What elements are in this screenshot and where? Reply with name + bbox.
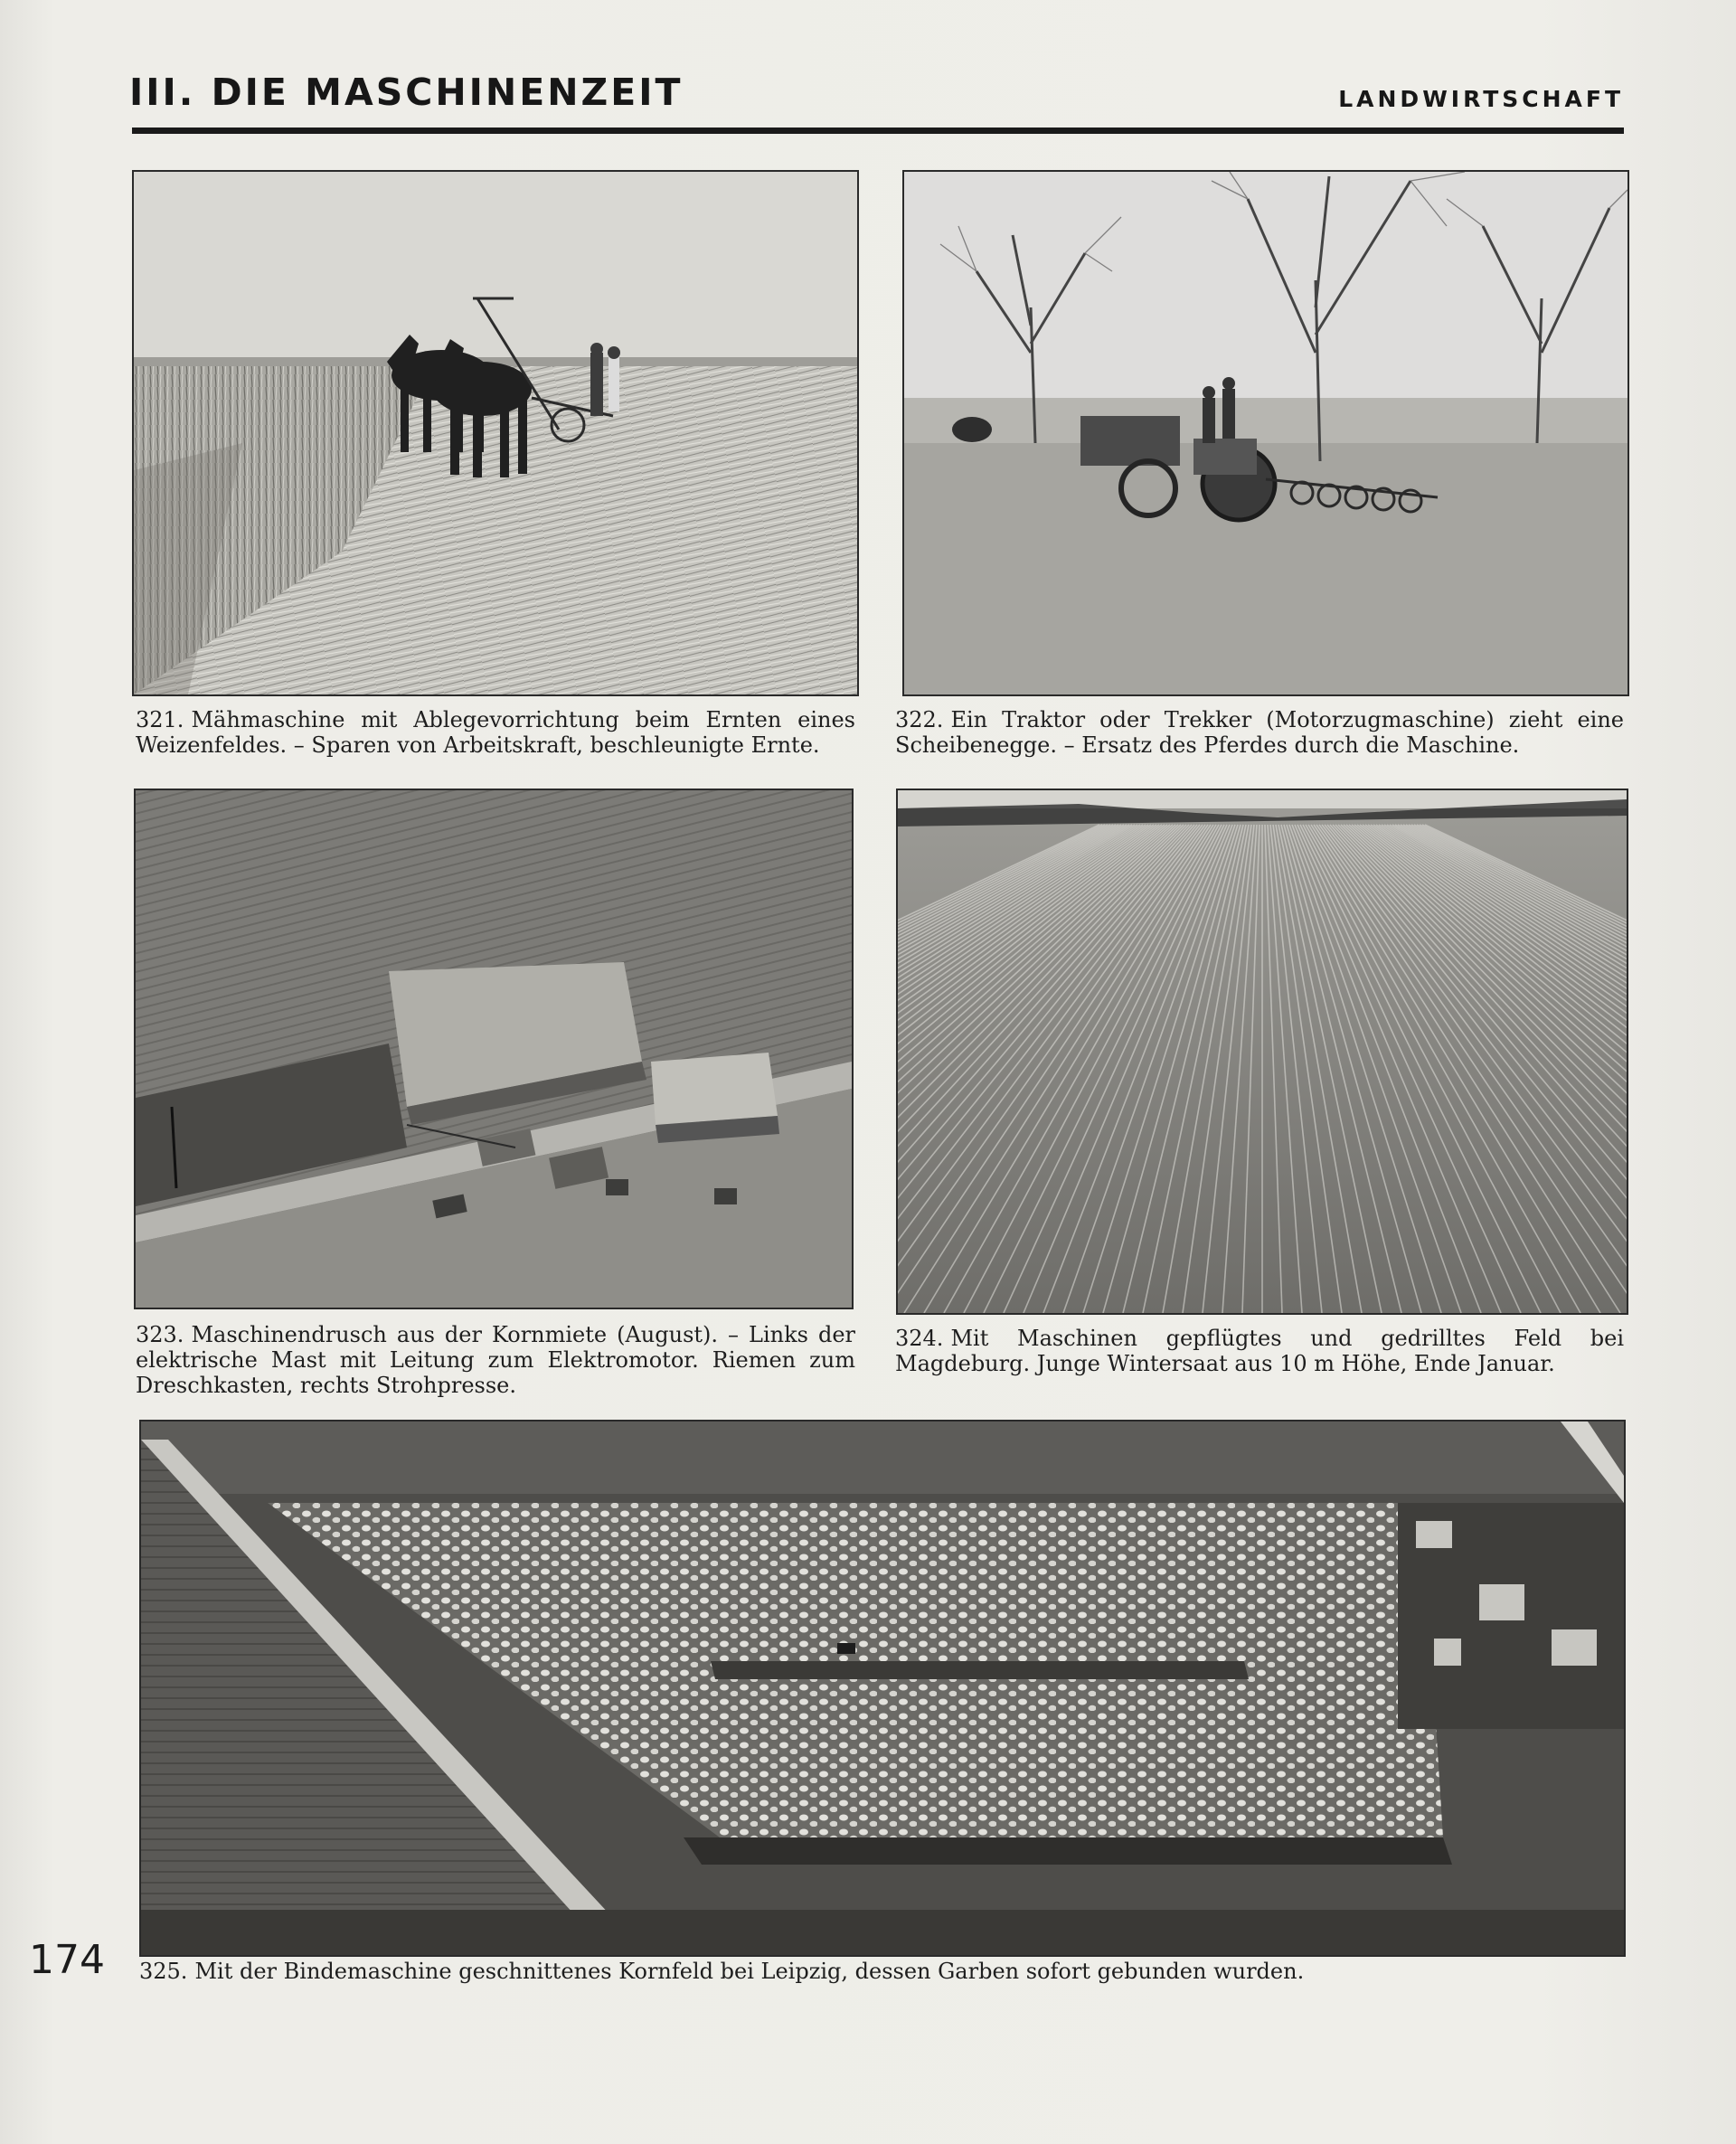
section-title: III. DIE MASCHINENZEIT (129, 71, 684, 114)
photo-325-sheaves-aerial (139, 1420, 1626, 1957)
photo-322-tractor-disc-harrow (902, 170, 1629, 696)
topic-heading: LANDWIRTSCHAFT (1338, 86, 1624, 112)
page-number: 174 (29, 1937, 105, 1983)
header-rule (132, 128, 1624, 134)
photo-324-drilled-field (896, 789, 1628, 1315)
caption-324: 324. Mit Maschinen gepflügtes und gedrilltes Feld bei Magdeburg. Junge Wintersaat aus 10 m Höhe, Ende Januar. (895, 1326, 1624, 1376)
caption-322: 322. Ein Traktor oder Trekker (Motorzugmaschine) zieht eine Scheibenegge. – Ersatz des Pferdes durch die Maschine. (895, 707, 1624, 758)
caption-321: 321. Mähmaschine mit Ablegevorrichtung beim Ernten eines Weizenfeldes. – Sparen von Arbeitskraft, beschleunigte Ernte. (136, 707, 855, 758)
photo-321-mowing-machine (132, 170, 859, 696)
photo-323-threshing-aerial (134, 789, 854, 1309)
caption-325: 325. Mit der Bindemaschine geschnittenes Kornfeld bei Leipzig, dessen Garben sofort gebunden wurden. (139, 1959, 1305, 1984)
caption-323: 323. Maschinendrusch aus der Kornmiete (August). – Links der elektrische Mast mit Leitung zum Elektromotor. Riemen zum Dreschkasten, rechts Strohpresse. (136, 1322, 855, 1398)
